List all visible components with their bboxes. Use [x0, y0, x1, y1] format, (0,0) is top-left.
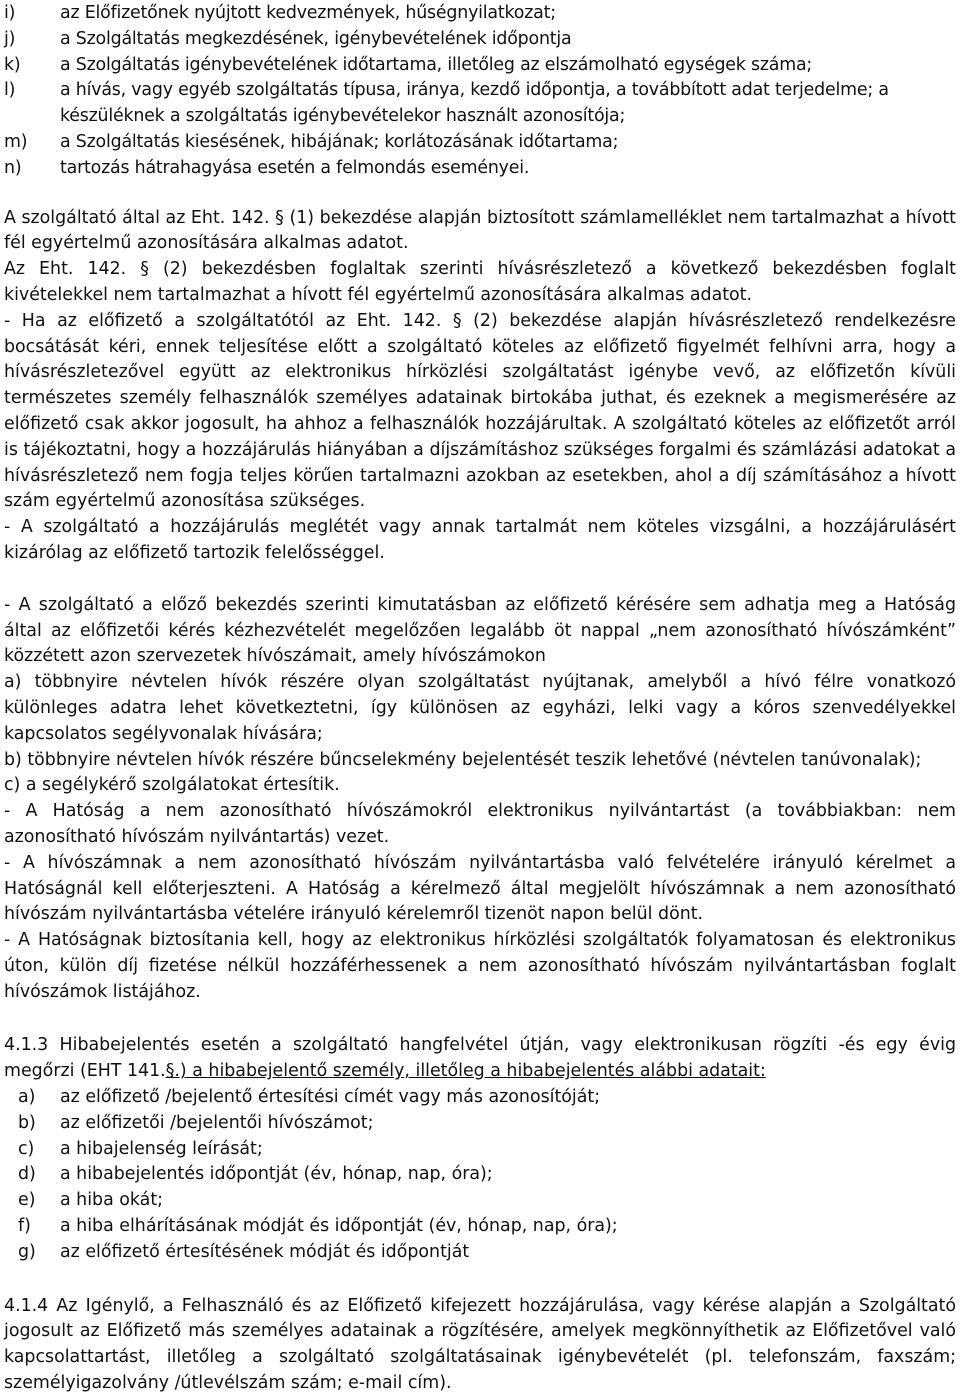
list-item	[18, 1240, 956, 1266]
data-items-list	[4, 1, 956, 182]
list-item	[18, 1137, 956, 1163]
list-text: a Szolgáltatás kiesésének, hibájának; korlátozásának időtartama;	[60, 131, 619, 152]
list-item	[4, 78, 956, 130]
paragraph-item-a: a) többnyire névtelen hívók részére olyan szolgáltatást nyújtanak, amelyből a hívó félre vonatkozó különleges adatra lehet következtetni, így különösen az egyházi, lelki vagy a kóros szenvedélyekkel kapcsolatos segélyvonalak hívására;	[4, 672, 956, 744]
section-4-1-3-text: 4.1.3 Hibabejelentés esetén a szolgáltató hangfelvétel útján, vagy elektronikusan rögzíti -és egy évig megőrzi (EHT 141.	[4, 1035, 956, 1082]
list-item	[18, 1162, 956, 1188]
paragraph-consent: - A szolgáltató a hozzájárulás meglétét vagy annak tartalmát nem köteles vizsgálni, a hozzájárulásért kizárólag az előfizető tartozik felelősséggel.	[4, 517, 956, 563]
list-text: az előfizető /bejelentő értesítési címét vagy más azonosítóját;	[60, 1087, 601, 1108]
list-text: a Szolgáltatás megkezdésének, igénybevételének időpontja	[60, 28, 572, 49]
list-item	[18, 1085, 956, 1111]
list-text: az előfizető értesítésének módját és időpontját	[60, 1241, 470, 1262]
list-item	[4, 1, 956, 27]
list-item	[4, 156, 956, 182]
list-marker: i)	[4, 3, 16, 23]
spacer	[4, 1266, 956, 1294]
paragraph-item-c: c) a segélykérő szolgálatokat értesítik.	[4, 775, 340, 796]
list-text: a hibajelenség leírását;	[60, 1138, 263, 1159]
list-marker: l)	[4, 80, 16, 101]
list-item	[4, 27, 956, 53]
list-text: a hiba elhárításának módját és időpontját (év, hónap, nap, óra);	[60, 1216, 618, 1237]
section-4-1-3-ref: §.)	[165, 1061, 187, 1082]
list-text: a hívás, vagy egyéb szolgáltatás típusa, iránya, kezdő időpontja, a továbbított adat terjedelme; a készüléknek a szolgáltatás igénybevételekor használt azonosítója;	[60, 80, 889, 127]
list-marker: f)	[18, 1216, 31, 1237]
list-item	[18, 1214, 956, 1240]
fault-report-items-list	[4, 1085, 956, 1266]
paragraph-detail-request: - Ha az előfizető a szolgáltatótól az Eht. 142. § (2) bekezdése alapján hívásrészletező rendelkezésre bocsátását kéri, ennek teljesítése előtt a szolgáltató köteles az előfizető figyelmét felhívni arra, hogy a hívásrészletezővel együtt az elektronikus hírközlési szolgáltatást igénybe vevő, az előfizetőn kívüli természetes személy felhasználók személyes adatainak birtokába juthat, és ezeknek a megismerésére az előfizető csak akkor jogosult, ha ahhoz a felhasználók hozzájárultak. A szolgáltató köteles az előfizetőt arról is tájékoztatni, hogy a hozzájárulás hiányában a díjszámításhoz szükséges forgalmi és számlázási adatokat a hívásrészletező nem fogja teljes körűen tartalmazni azokban az esetekben, ahol a díj számításához a hívott szám egyértelmű azonosítása szükséges.	[4, 310, 956, 512]
list-text: a Szolgáltatás igénybevételének időtartama, illetőleg az elszámolható egységek száma;	[60, 54, 813, 75]
list-marker: b)	[18, 1112, 36, 1133]
list-text: a hiba okát;	[60, 1190, 164, 1211]
list-item	[18, 1188, 956, 1214]
list-marker: e)	[18, 1190, 36, 1211]
paragraph-unidentifiable-numbers: - A szolgáltató a előző bekezdés szerinti kimutatásban az előfizető kérésére sem adhatja meg a Hatóság által az előfizetői kérés kézhezvételét megelőzően legalább öt nappal „nem azonosítható hívószámként” közzétett azon szervezetek hívószámait, amely hívószámokon	[4, 594, 956, 667]
paragraph-call-detail: Az Eht. 142. § (2) bekezdésben foglaltak szerinti hívásrészletező a következő bekezdésben foglalt kivételekkel nem tartalmazhat a hívott fél egyértelmű azonosítására alkalmas adatot.	[4, 259, 956, 305]
list-marker: j)	[4, 28, 16, 49]
section-4-1-3	[4, 1033, 956, 1085]
list-text: a hibabejelentés időpontját (év, hónap, nap, óra);	[60, 1164, 493, 1185]
paragraph-registry-access: - A Hatóságnak biztosítania kell, hogy az elektronikus hírközlési szolgáltatók folyamatosan és elektronikus úton, külön díj fizetése nélkül hozzáférhessenek a nem azonosítható hívószám nyilvántartásban foglalt hívószámok listájához.	[4, 930, 956, 1002]
list-marker: g)	[18, 1241, 36, 1262]
list-marker: m)	[4, 131, 28, 152]
list-text: tartozás hátrahagyása esetén a felmondás eseményei.	[60, 157, 530, 178]
list-item	[4, 53, 956, 79]
paragraph-invoice-annex: A szolgáltató által az Eht. 142. § (1) bekezdése alapján biztosított számlamelléklet nem tartalmazhat a hívott fél egyértelmű azonosítására alkalmas adatot.	[4, 207, 956, 254]
list-marker: n)	[4, 157, 22, 178]
list-marker: k)	[4, 54, 21, 75]
paragraph-registry-request: - A hívószámnak a nem azonosítható hívószám nyilvántartásba való felvételére irányuló kérelmet a Hatóságnál kell előterjeszteni. A Hatóság a kérelmező által megjelölt hívószámnak a nem azonosítható hívószám nyilvántartásba vételére irányuló kérelemről tizenöt napon belül dönt.	[4, 852, 956, 925]
list-marker: d)	[18, 1164, 36, 1185]
section-4-1-3-rest: a hibabejelentő személy, illetőleg a hibabejelentés alábbi adatait:	[186, 1061, 766, 1082]
list-marker: a)	[18, 1087, 36, 1108]
list-item	[4, 130, 956, 156]
section-4-1-4: 4.1.4 Az Igénylő, a Felhasználó és az Előfizető kifejezett hozzájárulása, vagy kérése alapján a Szolgáltató jogosult az Előfizető más személyes adatainak a rögzítésére, amelyek megkönnyíthetik az Előfizetővel való kapcsolattartást, illetőleg a szolgáltató szolgáltatásainak igénybevételét (pl. telefonszám, faxszám; személyigazolvány /útlevélszám szám; e-mail cím).	[4, 1295, 956, 1394]
paragraph-authority-registry: - A Hatóság a nem azonosítható hívószámokról elektronikus nyilvántartást (a továbbiakban: nem azonosítható hívószám nyilvántartás) vezet.	[4, 801, 956, 847]
paragraph-item-b: b) többnyire névtelen hívók részére bűncselekmény bejelentését teszik lehetővé (névtelen tanúvonalak);	[4, 749, 922, 770]
list-item	[18, 1111, 956, 1137]
list-text: az előfizetői /bejelentői hívószámot;	[60, 1112, 374, 1133]
list-text: az Előfizetőnek nyújtott kedvezmények, hűségnyilatkozat;	[60, 3, 556, 23]
spacer	[4, 1005, 956, 1033]
spacer	[4, 182, 956, 206]
list-marker: c)	[18, 1138, 35, 1159]
spacer	[4, 567, 956, 593]
